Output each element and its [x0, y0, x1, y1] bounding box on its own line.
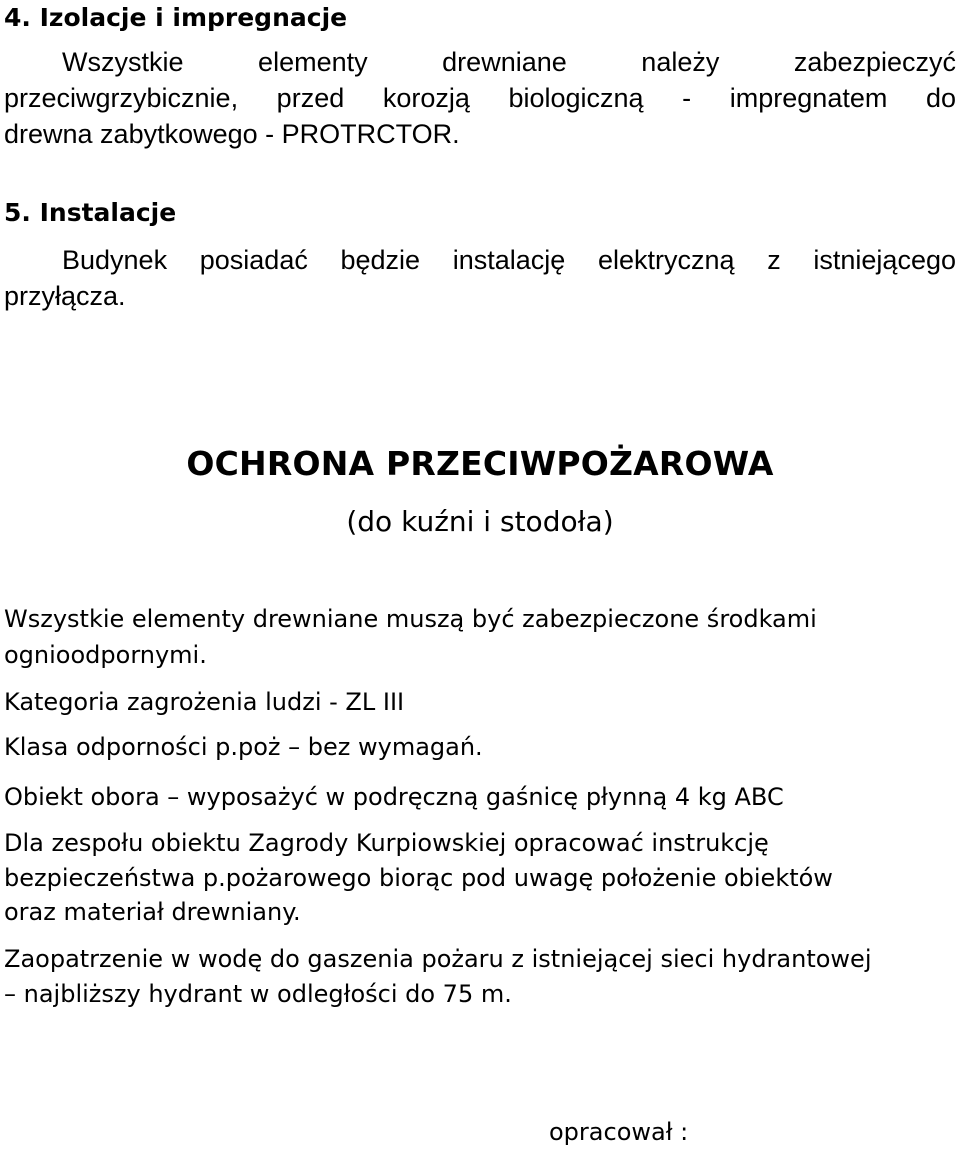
section-4-line-1-text: Wszystkie elementy drewniane należy zabezpieczyć: [62, 47, 956, 77]
fire-paragraph-5-line-1: Dla zespołu obiektu Zagrody Kurpiowskiej opracować instrukcję: [4, 829, 769, 857]
fire-paragraph-5-line-2: bezpieczeństwa p.pożarowego biorąc pod uwagę położenie obiektów: [4, 864, 833, 892]
fire-paragraph-1-line-1: Wszystkie elementy drewniane muszą być zabezpieczone środkami: [4, 605, 817, 633]
section-4-line-2: przeciwgrzybicznie, przed korozją biologiczną - impregnatem do: [4, 83, 956, 113]
section-4-paragraph: [4, 44, 956, 152]
paragraph-indent: [4, 44, 62, 80]
fire-paragraph-2: Kategoria zagrożenia ludzi - ZL III: [4, 688, 405, 716]
section-5-heading: 5. Instalacje: [4, 198, 177, 227]
fire-protection-title: OCHRONA PRZECIWPOŻAROWA: [186, 444, 774, 483]
paragraph-indent: [4, 242, 62, 278]
section-5-line-1: [4, 242, 956, 278]
section-4-line-3: drewna zabytkowego - PROTRCTOR.: [4, 119, 460, 149]
section-4-heading: 4. Izolacje i impregnacje: [4, 3, 348, 32]
signature-label: opracował :: [549, 1118, 689, 1146]
section-5-paragraph: [4, 242, 956, 314]
fire-paragraph-6-line-1: Zaopatrzenie w wodę do gaszenia pożaru z istniejącej sieci hydrantowej: [4, 945, 872, 973]
section-5-line-1-text: Budynek posiadać będzie instalację elektryczną z istniejącego: [62, 245, 956, 275]
fire-paragraph-5-line-3: oraz materiał drewniany.: [4, 898, 301, 926]
fire-protection-subtitle: (do kuźni i stodoła): [346, 505, 614, 538]
fire-paragraph-3: Klasa odporności p.poż – bez wymagań.: [4, 733, 483, 761]
fire-paragraph-4: Obiekt obora – wyposażyć w podręczną gaśnicę płynną 4 kg ABC: [4, 783, 784, 811]
section-4-line-1: [4, 44, 956, 80]
fire-paragraph-6-line-2: – najbliższy hydrant w odległości do 75 m.: [4, 980, 512, 1008]
section-5-line-2: przyłącza.: [4, 281, 126, 311]
fire-paragraph-1-line-2: ognioodpornymi.: [4, 641, 207, 669]
